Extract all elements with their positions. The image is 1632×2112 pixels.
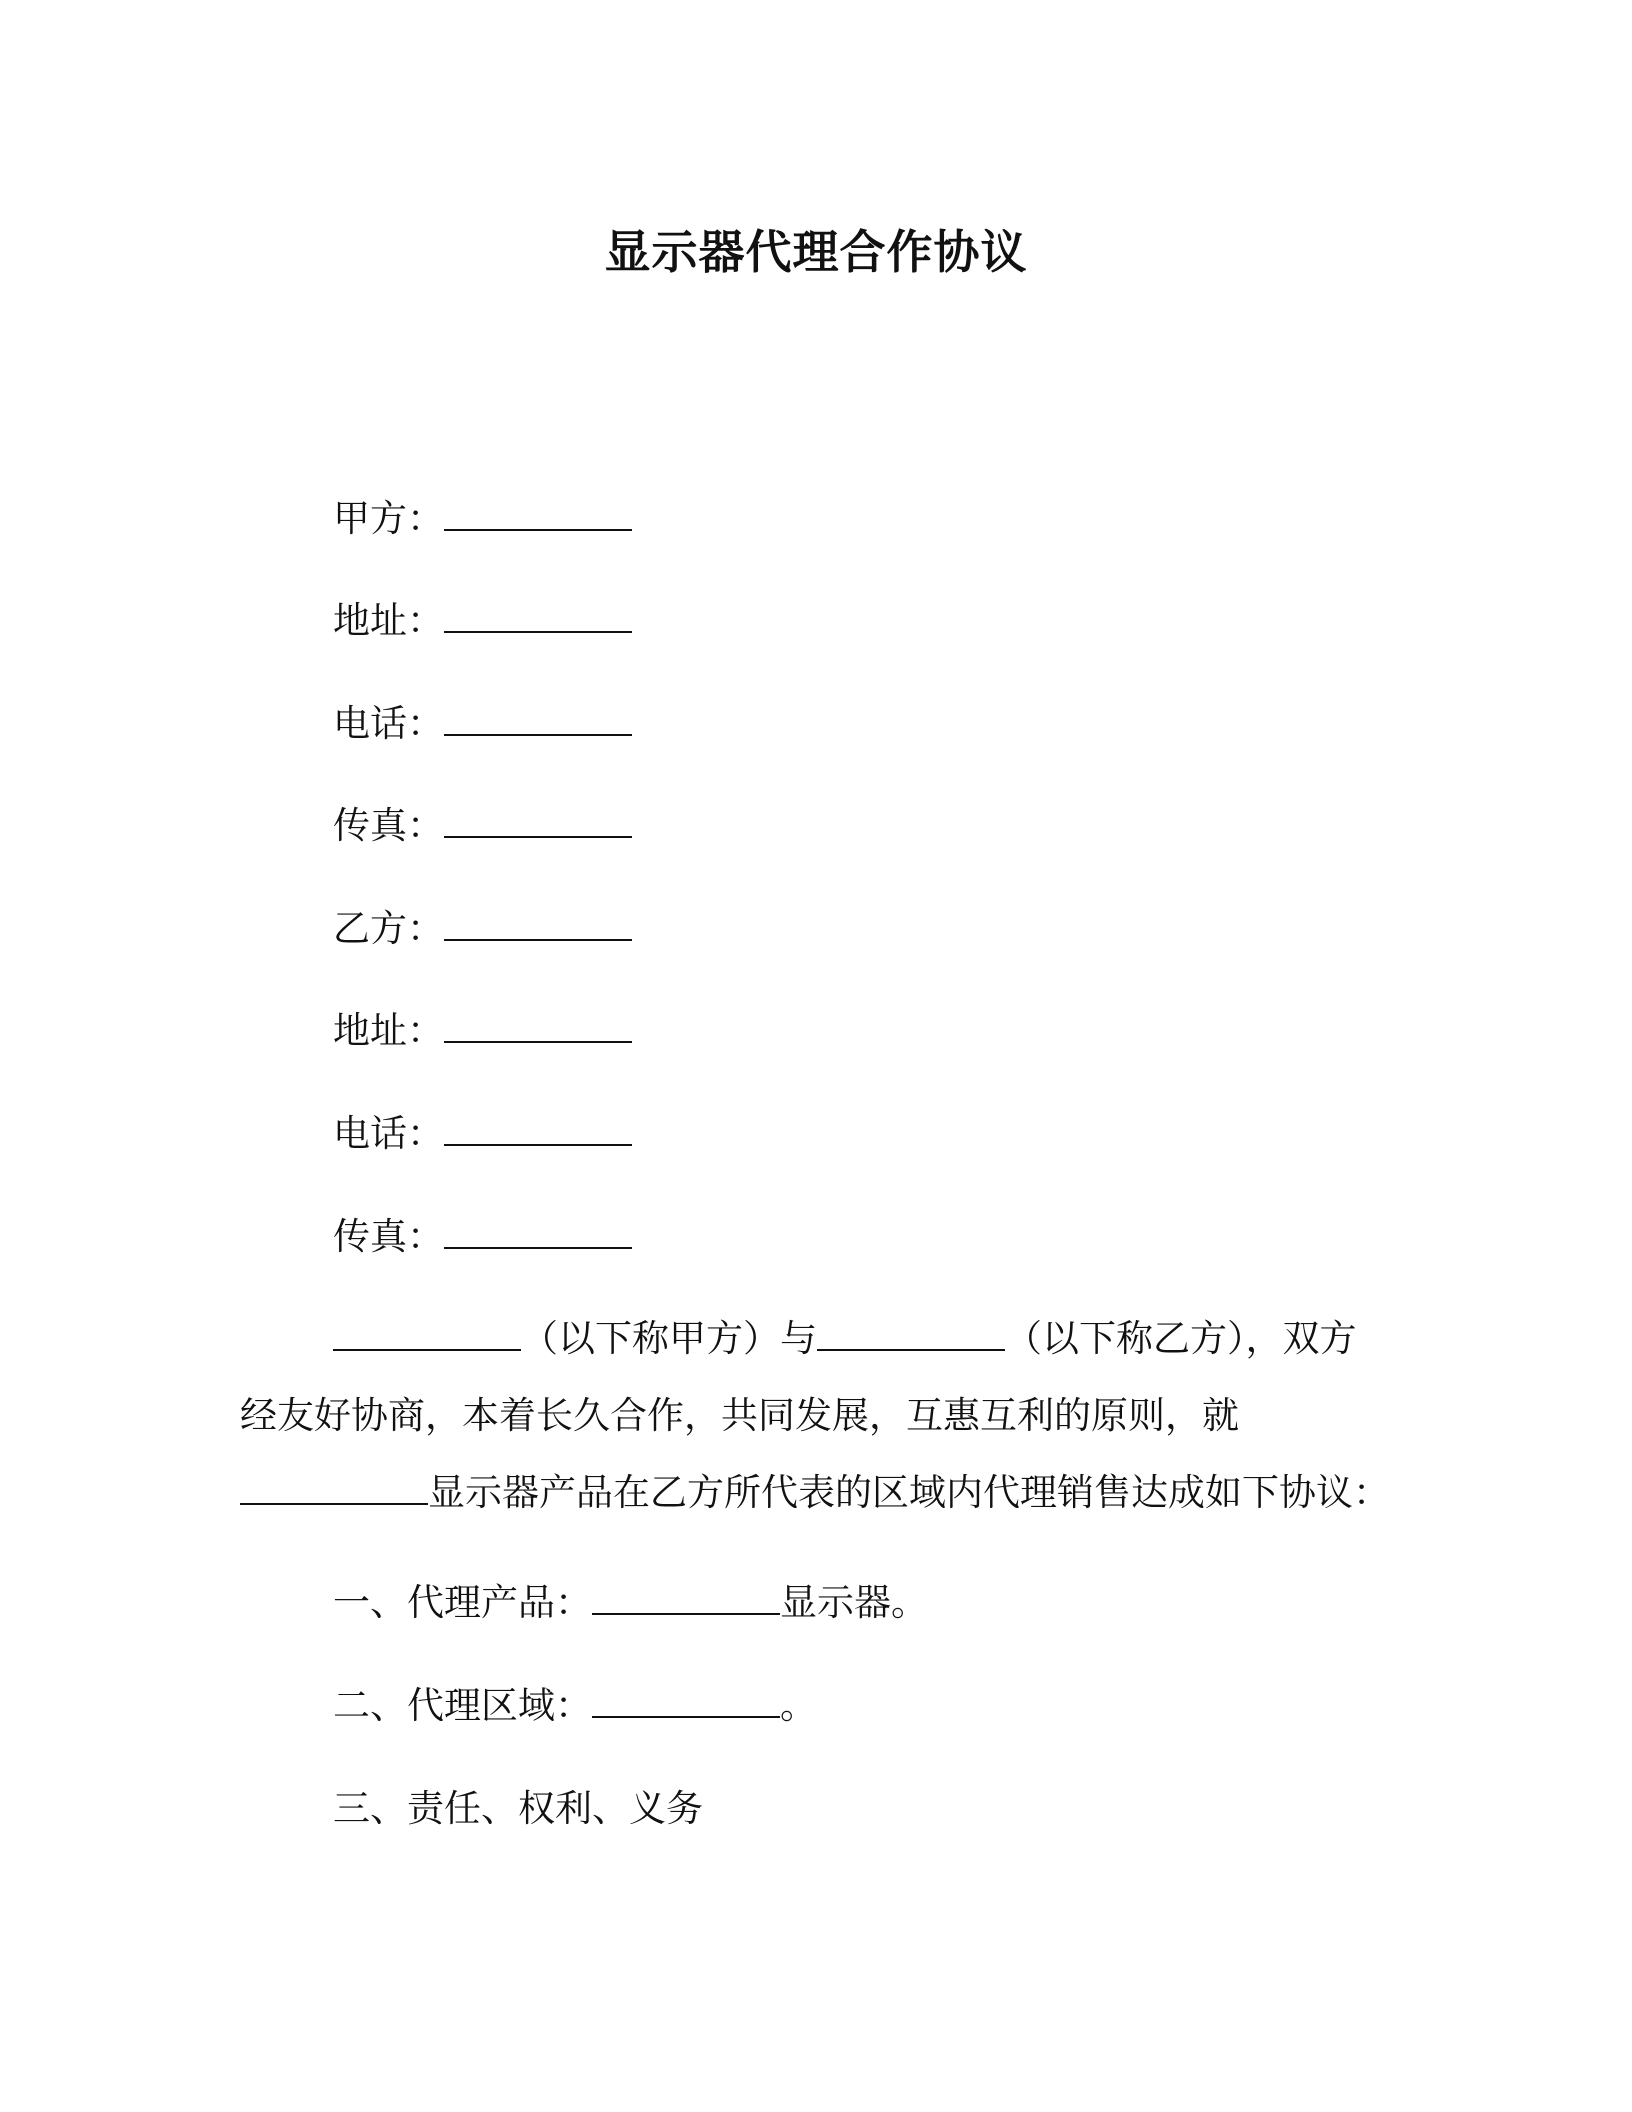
- section-agency-region: [333, 1681, 817, 1731]
- fill-blank[interactable]: [240, 1471, 428, 1505]
- fill-blank[interactable]: [444, 1112, 632, 1146]
- party-b-address-field: [333, 1006, 632, 1056]
- field-label: 甲方：: [333, 497, 444, 540]
- fill-blank[interactable]: [444, 907, 632, 941]
- intro-line-3: [240, 1468, 1390, 1518]
- fill-blank[interactable]: [444, 804, 632, 838]
- party-b-phone-field: [333, 1109, 632, 1159]
- fill-blank[interactable]: [333, 1317, 521, 1351]
- section-responsibilities: [333, 1784, 703, 1834]
- intro-text: 显示器产品在乙方所代表的区域内代理销售达成如下协议：: [428, 1471, 1390, 1514]
- intro-line-1: [240, 1314, 1483, 1364]
- field-label: 传真：: [333, 1215, 444, 1258]
- intro-text: （以下称甲方）与: [521, 1317, 817, 1360]
- field-label: 电话：: [333, 702, 444, 745]
- intro-line-2: [240, 1391, 1390, 1441]
- party-b-name-field: [333, 904, 632, 954]
- fill-blank[interactable]: [592, 1684, 780, 1718]
- section-text: 显示器。: [780, 1581, 928, 1624]
- intro-text: 经友好协商，本着长久合作，共同发展，互惠互利的原则，就: [240, 1394, 1239, 1437]
- section-text: 三、责任、权利、义务: [333, 1787, 703, 1830]
- field-label: 地址：: [333, 599, 444, 642]
- intro-text: （以下称乙方），双方: [1005, 1317, 1357, 1360]
- section-text: 二、代理区域：: [333, 1684, 592, 1727]
- party-a-name-field: [333, 494, 632, 544]
- fill-blank[interactable]: [444, 1215, 632, 1249]
- party-a-fax-field: [333, 801, 632, 851]
- fill-blank[interactable]: [817, 1317, 1005, 1351]
- field-label: 电话：: [333, 1112, 444, 1155]
- fill-blank[interactable]: [592, 1581, 780, 1615]
- fill-blank[interactable]: [444, 497, 632, 531]
- section-text: 一、代理产品：: [333, 1581, 592, 1624]
- party-b-fax-field: [333, 1212, 632, 1262]
- section-text: 。: [780, 1684, 817, 1727]
- field-label: 传真：: [333, 804, 444, 847]
- section-agency-product: [333, 1578, 928, 1628]
- fill-blank[interactable]: [444, 1009, 632, 1043]
- field-label: 乙方：: [333, 907, 444, 950]
- fill-blank[interactable]: [444, 702, 632, 736]
- field-label: 地址：: [333, 1009, 444, 1052]
- document-title: 显示器代理合作协议: [604, 225, 1028, 279]
- fill-blank[interactable]: [444, 599, 632, 633]
- party-a-phone-field: [333, 699, 632, 749]
- party-a-address-field: [333, 596, 632, 646]
